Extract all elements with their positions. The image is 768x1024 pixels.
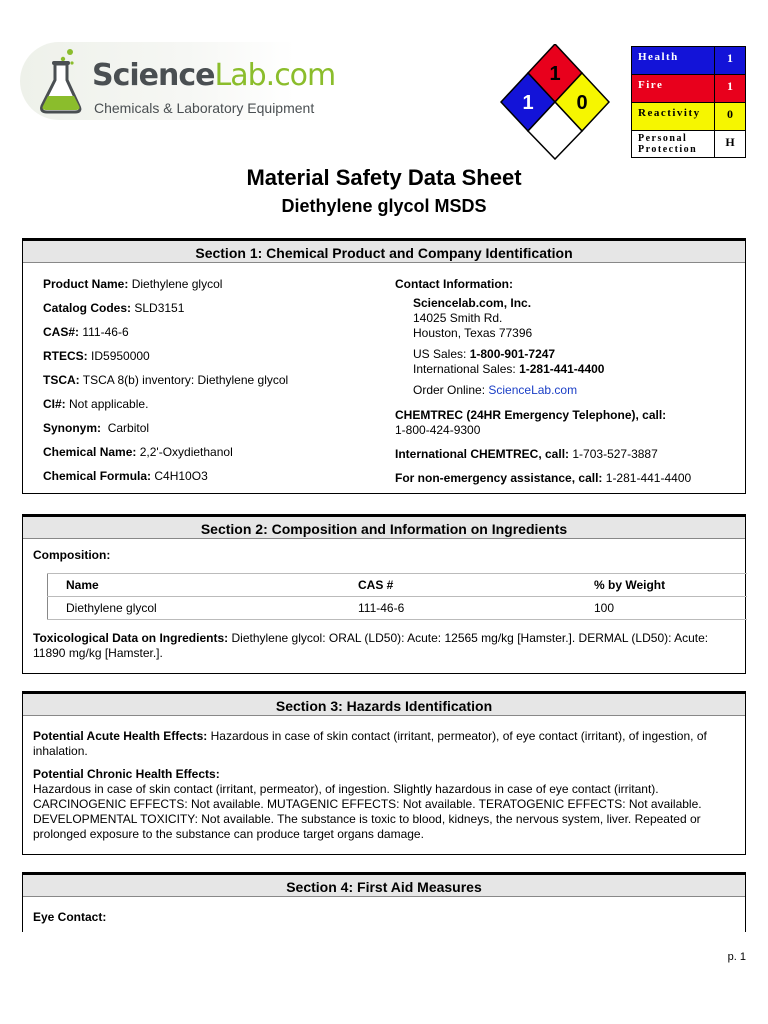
product-fields [43,277,383,493]
contact-us-sales [413,347,745,362]
nonemergency-number: 1-281-441-4400 [605,471,692,485]
chemtrec-label: CHEMTREC (24HR Emergency Telephone), call: [395,408,667,422]
field-value: ID5950000 [91,349,150,363]
field-value: TSCA 8(b) inventory: Diethylene glycol [82,373,289,387]
table-header-weight: % by Weight [576,574,747,597]
nfpa-diamond [500,44,610,160]
toxicological-data [33,631,733,661]
field-value: Diethylene glycol [131,277,223,291]
field-value: 111-46-6 [82,325,129,339]
hmis-protection-row [632,131,745,157]
field-value: 2,2'-Oxydiethanol [139,445,233,459]
table-header-cas: CAS # [340,574,576,597]
field-synonym [43,421,383,445]
logo-wordmark [92,58,335,93]
logo-brand-main: Science [92,58,215,93]
intl-sales-label: International Sales: [413,362,516,376]
order-online-link[interactable]: ScienceLab.com [488,383,578,397]
contact-company: Sciencelab.com, Inc. [413,296,532,310]
eye-contact-label: Eye Contact: [33,910,107,924]
acute-text: Hazardous in case of skin contact (irritant, permeator), of eye contact (irritant), of ingestion, of inhalation. [33,729,707,758]
table-cell-cas: 111-46-6 [340,597,576,620]
field-chemical-name [43,445,383,469]
nfpa-reactivity-value: 0 [576,92,588,114]
section-2 [22,514,746,674]
hmis-fire-value: 1 [727,79,733,93]
field-label: Product Name: [43,277,129,291]
logo-brand-lab: Lab [214,58,266,93]
nonemergency-label: For non-emergency assistance, call: [395,471,603,485]
contact-order-online [413,383,745,398]
hmis-reactivity-label: Reactivity [632,103,715,130]
order-online-label: Order Online: [413,383,486,397]
us-sales-number: 1-800-901-7247 [469,347,556,361]
field-label: Chemical Formula: [43,469,152,483]
field-value: Carbitol [107,421,150,435]
table-header-name: Name [48,574,341,597]
section-1 [22,238,746,494]
sciencelab-logo [20,42,336,120]
nfpa-flammability-value: 1 [549,63,561,85]
contact-address [395,296,745,398]
composition-table [47,573,747,620]
field-label: CI#: [43,397,66,411]
chemtrec-number: 1-800-424-9300 [395,423,481,437]
document-subtitle: Diethylene glycol MSDS [281,196,487,216]
hmis-reactivity-value: 0 [727,107,733,121]
intl-chemtrec [395,447,745,462]
table-cell-weight: 100 [576,597,747,620]
field-label: Chemical Name: [43,445,137,459]
contact-heading: Contact Information: [395,277,513,291]
composition-label: Composition: [33,548,111,562]
field-rtecs [43,349,383,373]
field-catalog-codes [43,301,383,325]
field-label: Synonym: [43,421,102,435]
intl-chemtrec-number: 1-703-527-3887 [572,447,658,461]
hmis-protection-line1: Personal [638,133,688,144]
hmis-protection-label [632,131,715,157]
field-label: CAS#: [43,325,80,339]
hmis-health-label: Health [632,47,715,74]
intl-chemtrec-label: International CHEMTREC, call: [395,447,570,461]
us-sales-label: US Sales: [413,347,467,361]
intl-sales-number: 1-281-441-4400 [519,362,605,376]
logo-tagline: Chemicals & Laboratory Equipment [94,100,315,116]
logo-brand-com: .com [265,58,336,93]
chronic-label: Potential Chronic Health Effects: [33,767,220,781]
hmis-health-value: 1 [727,51,733,65]
hmis-fire-label: Fire [632,75,715,102]
section-3 [22,691,746,855]
contact-address-line2: Houston, Texas 77396 [413,326,533,340]
field-value: SLD3151 [134,301,185,315]
hmis-protection-value: H [725,135,735,149]
section-4 [22,872,746,932]
field-label: RTECS: [43,349,88,363]
acute-health-effects [33,729,739,759]
field-tsca [43,373,383,397]
section-1-heading: Section 1: Chemical Product and Company Identification [23,239,745,263]
field-value: C4H10O3 [154,469,208,483]
nonemergency [395,471,745,486]
hmis-health-row [632,47,745,75]
section-3-heading: Section 3: Hazards Identification [23,692,745,716]
table-cell-name: Diethylene glycol [48,597,341,620]
acute-label: Potential Acute Health Effects: [33,729,208,743]
field-label: Catalog Codes: [43,301,132,315]
hmis-label-table [631,46,746,158]
field-cas [43,325,383,349]
document-title: Material Safety Data Sheet [246,165,522,190]
flask-icon [30,46,90,118]
field-product-name [43,277,383,301]
tox-label: Toxicological Data on Ingredients: [33,631,229,645]
table-row [48,597,748,620]
contact-intl-sales [413,362,745,377]
nfpa-health-value: 1 [522,92,534,114]
field-chemical-formula [43,469,383,493]
field-ci [43,397,383,421]
tox-text: Diethylene glycol: ORAL (LD50): Acute: 12565 mg/kg [Hamster.]. DERMAL (LD50): Acute: 11890 mg/kg [Hamster.]. [33,631,709,660]
contact-information [395,277,745,486]
field-value: Not applicable. [69,397,149,411]
section-2-heading: Section 2: Composition and Information on Ingredients [23,515,745,539]
page-number: p. 1 [727,951,746,963]
chronic-text: Hazardous in case of skin contact (irritant, permeator), of ingestion. Slightly hazardous in case of eye contact (irritant). CARCINOGENIC EFFECTS: Not available. MUTAGENIC EFFECTS: Not available. TERATOGENIC EFFECTS: Not available. DEVELOPMENTAL TOXICITY: Not available. The substance is toxic to blood, kidneys, the nervous system, liver. Repeated or prolonged exposure to the substance can produce target organs damage. [33,782,702,841]
field-label: TSCA: [43,373,80,387]
chronic-health-effects [33,767,739,842]
contact-address-line1: 14025 Smith Rd. [413,311,503,325]
hmis-fire-row [632,75,745,103]
table-header-row [48,574,748,597]
section-4-heading: Section 4: First Aid Measures [23,873,745,897]
hmis-reactivity-row [632,103,745,131]
hmis-protection-line2: Protection [638,144,698,155]
